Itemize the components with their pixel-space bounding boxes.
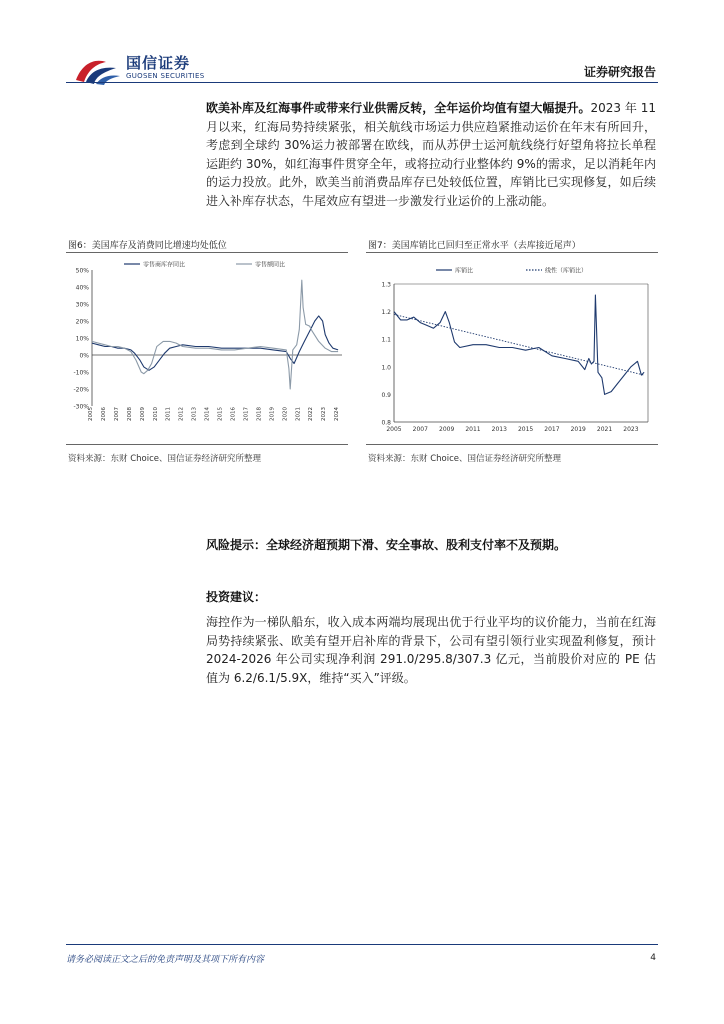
header-rule (66, 82, 658, 83)
series-line-1 (92, 316, 338, 370)
x-tick-label: 2017 (544, 426, 560, 433)
x-tick-label: 2009 (439, 426, 455, 433)
x-tick-label: 2007 (113, 407, 120, 421)
paragraph-lead: 欧美补库及红海事件或带来行业供需反转，全年运价均值有望大幅提升。 (206, 101, 591, 115)
figure-6-source: 资料来源：东财 Choice、国信证券经济研究所整理 (68, 454, 261, 464)
y-tick-label: 30% (75, 301, 89, 309)
legend-label-1: 库销比 (455, 267, 474, 275)
logo-english-name: GUOSEN SECURITIES (126, 72, 205, 80)
x-tick-label: 2023 (623, 426, 639, 433)
x-tick-label: 2011 (165, 407, 172, 421)
logo-chinese-name: 国信证券 (126, 54, 191, 72)
legend-label-2: 线性（库销比） (545, 267, 588, 275)
x-tick-label: 2024 (334, 407, 341, 421)
figure-6-rule (66, 252, 348, 253)
x-tick-label: 2021 (295, 407, 302, 421)
figure-7-chart (366, 256, 658, 440)
x-tick-label: 2012 (178, 407, 185, 421)
x-tick-label: 2005 (386, 426, 402, 433)
x-tick-label: 2017 (243, 407, 250, 421)
footer-rule (66, 944, 658, 945)
y-tick-label: 0.9 (381, 391, 391, 399)
figure-6-chart (66, 256, 350, 440)
x-tick-label: 2016 (230, 407, 237, 421)
x-tick-label: 2005 (88, 407, 94, 421)
x-tick-label: 2014 (204, 407, 211, 421)
y-tick-label: -20% (73, 386, 89, 394)
x-tick-label: 2023 (321, 407, 328, 421)
series-line-2 (394, 314, 644, 375)
series-line-2 (92, 280, 338, 389)
x-tick-label: 2020 (282, 407, 289, 421)
investment-paragraph: 海控作为一梯队船东，收入成本两端均展现出优于行业平均的议价能力，当前在红海局势持续紧张、欧美有望开启补库的背景下，公司有望引领行业实现盈利修复，预计 2024-2026 年公司实现净利润 291.0/295.8/307.3 亿元，当前股价对应的 PE 估值为 6.2/6.1/5.9X，维持“买入”评级。 (206, 615, 656, 685)
x-tick-label: 2010 (152, 407, 159, 421)
y-tick-label: 40% (75, 284, 89, 292)
x-tick-label: 2008 (126, 407, 133, 421)
figure-7-bottom-rule (366, 444, 658, 445)
market-outlook-paragraph (206, 99, 656, 210)
x-tick-label: 2009 (139, 407, 146, 421)
figure-6-title: 图6：美国库存及消费同比增速均处低位 (68, 241, 227, 251)
y-tick-label: 50% (75, 267, 89, 275)
y-tick-label: 1.2 (381, 309, 391, 317)
y-tick-label: 20% (75, 318, 89, 326)
x-tick-label: 2019 (269, 407, 276, 421)
x-tick-label: 2007 (412, 426, 428, 433)
x-tick-label: 2019 (570, 426, 586, 433)
figure-7-source: 资料来源：东财 Choice、国信证券经济研究所整理 (368, 454, 561, 464)
x-tick-label: 2013 (491, 426, 507, 433)
figure-7-rule (366, 252, 658, 253)
y-tick-label: -10% (73, 369, 89, 377)
y-tick-label: -30% (73, 403, 89, 411)
paragraph-body: 2023 年 11 月以来，红海局势持续紧张，相关航线市场运力供应趋紧推动运价在年末有所回升，考虑到全球约 30%运力被部署在欧线，而从苏伊士运河航线绕行好望角将拉长单程运距约 30%，如红海事件贯穿全年，或将拉动行业整体约 9%的需求，足以消耗年内的运力投放。此外，欧美当前消费品库存已处较低位置，库销比已实现修复，如后续进入补库存状态，牛尾效应有望进一步激发行业运价的上涨动能。 (206, 101, 656, 208)
y-tick-label: 1.1 (381, 336, 391, 344)
y-tick-label: 0.8 (381, 419, 391, 427)
legend-label-1: 零售商库存同比 (143, 261, 186, 269)
x-tick-label: 2006 (100, 407, 107, 421)
y-tick-label: 1.0 (381, 364, 391, 372)
risk-warning: 风险提示：全球经济超预期下滑、安全事故、股利支付率不及预期。 (206, 538, 567, 552)
x-tick-label: 2015 (517, 426, 534, 433)
x-tick-label: 2015 (217, 407, 224, 421)
y-tick-label: 1.3 (381, 281, 391, 289)
x-tick-label: 2013 (191, 407, 198, 421)
figure-7-title: 图7：美国库销比已回归至正常水平（去库接近尾声） (368, 241, 581, 251)
page-number: 4 (650, 953, 656, 963)
legend-label-2: 零售额同比 (255, 261, 286, 269)
investment-heading: 投资建议： (206, 590, 267, 604)
x-tick-label: 2022 (308, 407, 315, 421)
x-tick-label: 2021 (596, 426, 613, 433)
x-tick-label: 2018 (256, 407, 263, 421)
x-tick-label: 2011 (465, 426, 481, 433)
y-tick-label: 0% (79, 352, 89, 360)
disclaimer-note: 请务必阅读正文之后的免责声明及其项下所有内容 (66, 955, 265, 965)
document-type-label: 证券研究报告 (583, 65, 656, 79)
y-tick-label: 10% (75, 335, 89, 343)
figure-6-bottom-rule (66, 444, 348, 445)
series-line-1 (394, 295, 644, 394)
